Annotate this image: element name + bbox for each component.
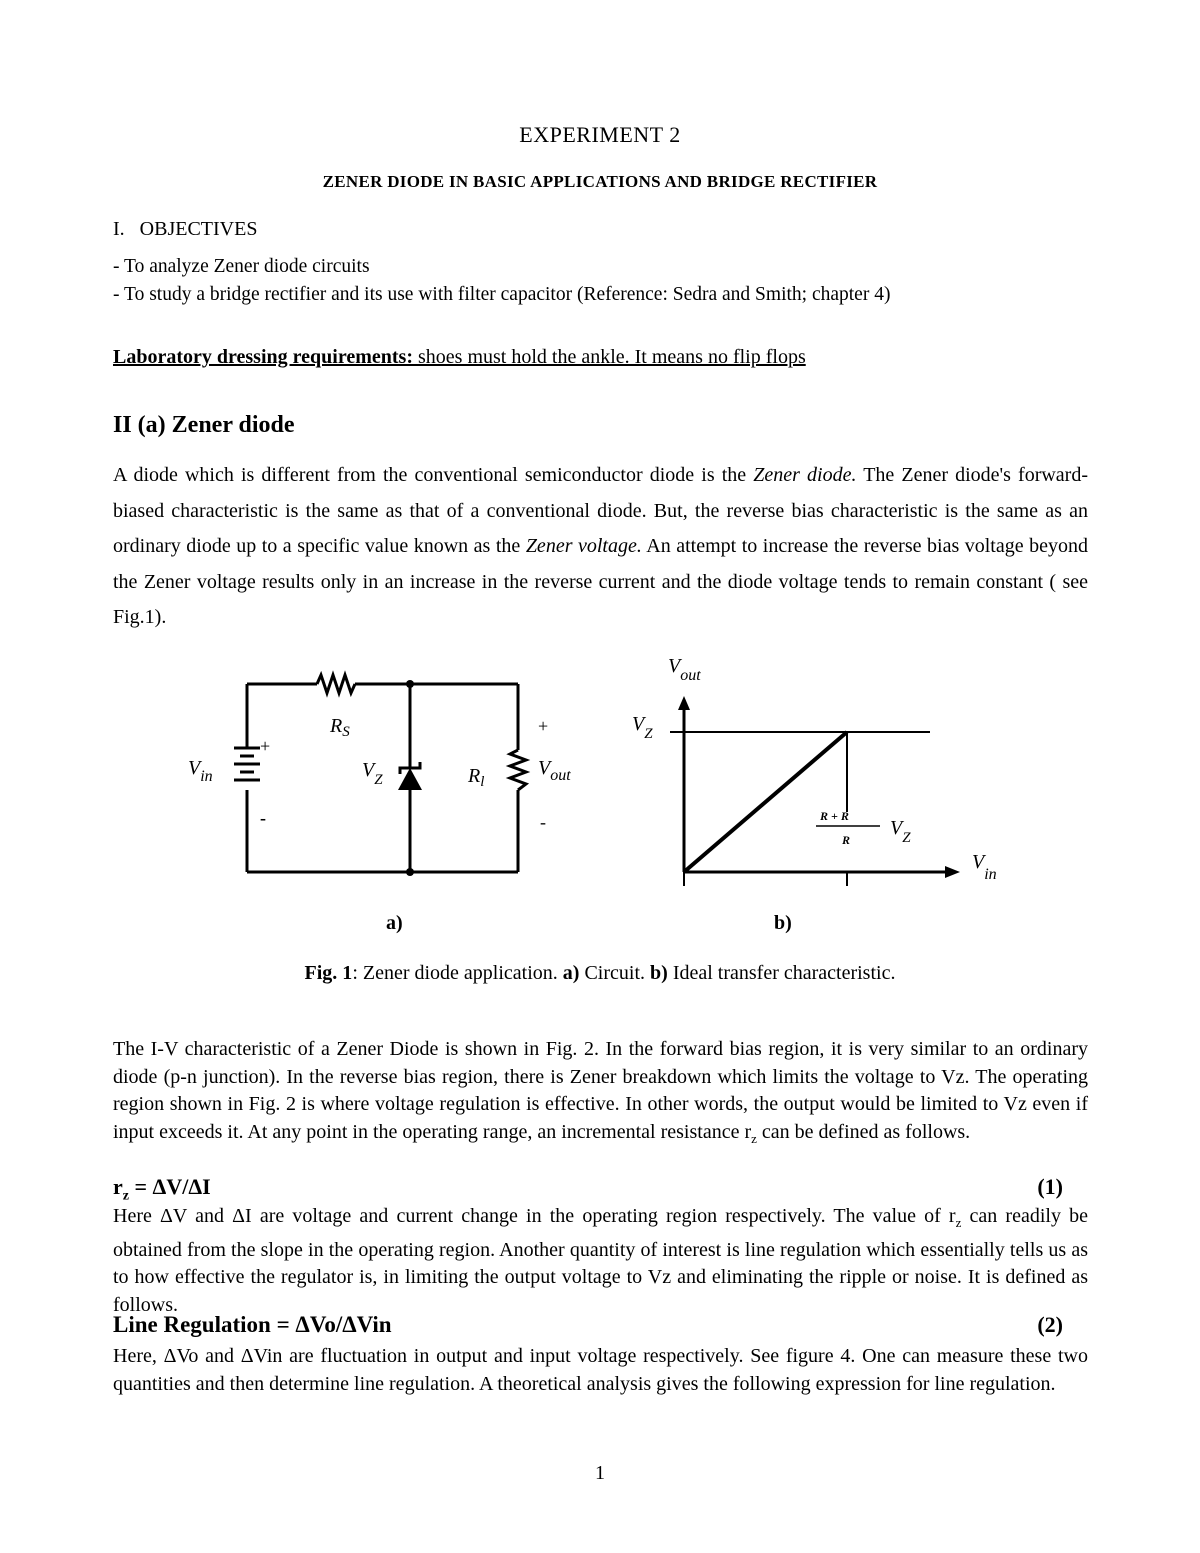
junction-top (406, 680, 414, 688)
objective-item-1: - To analyze Zener diode circuits (113, 256, 370, 277)
caption-a-label: a) (562, 962, 580, 984)
term-zener-diode: Zener diode. (753, 464, 857, 486)
experiment-subtitle: ZENER DIODE IN BASIC APPLICATIONS AND BRIDGE RECTIFIER (322, 172, 878, 191)
subscript: z (955, 1215, 962, 1230)
junction-bottom (406, 868, 414, 876)
caption-text: Ideal transfer characteristic. (667, 962, 896, 984)
figure-label-b: b) (774, 912, 792, 934)
para-text: can be defined as follows. (756, 1120, 971, 1143)
equation-number: (1) (1037, 1174, 1063, 1199)
line-regulation-paragraph: Here, ΔVo and ΔVin are fluctuation in output and input voltage respectively. See figure 4. One can measure these two quantities and then determine line regulation. A theoretical analysis gives the following expression for line regulation. (113, 1345, 1088, 1395)
para-text: Here ΔV and ΔI are voltage and current change in the operating region respectively. The value of r (113, 1205, 956, 1227)
fraction-denominator: R (842, 833, 851, 847)
graph-label-vout: $V_{out}$ (668, 655, 701, 684)
caption-fig: Fig. 1 (304, 962, 353, 984)
section-heading-zener: II (a) Zener diode (113, 412, 295, 438)
label-vz: $V_Z$ (362, 759, 383, 788)
page-number: 1 (595, 1462, 605, 1484)
caption-text: : Zener diode application. (352, 962, 563, 984)
experiment-title: EXPERIMENT 2 (519, 122, 681, 147)
transfer-graph (670, 710, 945, 886)
figure-label-a: a) (386, 912, 403, 934)
eq-rhs: = ΔV/ΔI (128, 1174, 211, 1199)
para-text: The I-V characteristic of a Zener Diode is shown in Fig. 2. In the forward bias region, it is very similar to an ordinary diode (p-n junction). In the reverse bias region, there is Zener breakdown which limits the voltage to Vz. The operating region shown in Fig. 2 is where voltage regulation is effective. In other words, the output would be limited to Vz even if input exceeds it. At any point in the operating range, an incremental resistance r (113, 1038, 1088, 1143)
equation-number: (2) (1037, 1312, 1063, 1337)
fraction-vz: $V_Z$ (890, 817, 911, 846)
figure-1 (180, 648, 1030, 893)
objectives-heading: I. OBJECTIVES (113, 218, 258, 240)
graph-label-vz: $V_Z$ (632, 713, 653, 742)
transfer-ramp (684, 732, 847, 872)
battery-minus: - (260, 808, 266, 828)
dressing-requirements (113, 346, 806, 369)
incremental-resistance-paragraph (113, 1203, 1088, 1319)
eq-line-regulation: Line Regulation = ΔVo/ΔVin (113, 1312, 392, 1337)
resistor-rl (510, 750, 526, 790)
dressing-text: shoes must hold the ankle. It means no flip flops (413, 346, 806, 368)
dressing-label: Laboratory dressing requirements: (113, 346, 413, 368)
term-zener-voltage: Zener voltage. (525, 535, 642, 557)
label-vout: $V_{out}$ (538, 757, 571, 784)
label-rs: $R_S$ (330, 715, 350, 740)
objective-item-2: - To study a bridge rectifier and its use with filter capacitor (Reference: Sedra and Smith; chapter 4) (113, 284, 891, 305)
x-axis-arrow-icon (945, 866, 960, 878)
vout-plus: + (538, 716, 549, 736)
para-text: can readily be obtained from the slope in the operating region. Another quantity of interest is line regulation which essentially tells us as to how effective the regulator is, in limiting the output voltage to Vz and eliminating the ripple or noise. It is defined as follows. (113, 1205, 1088, 1316)
eq-subscript: z (122, 1188, 129, 1204)
zener-intro-paragraph (113, 458, 1088, 636)
figure-caption (0, 962, 1200, 985)
battery-plus: + (260, 736, 271, 756)
fraction-numerator: R + R (820, 809, 849, 823)
equation-1 (113, 1174, 1063, 1204)
caption-b-label: b) (650, 962, 668, 984)
resistor-rs (317, 675, 355, 693)
caption-text: Circuit. (579, 962, 651, 984)
iv-characteristic-paragraph (113, 1036, 1088, 1152)
para-text: An attempt to increase the reverse bias voltage beyond the Zener voltage results only in an increase in the reverse current and the diode voltage tends to remain constant ( see Fig.1). (113, 535, 1089, 628)
y-axis-arrow-icon (678, 696, 690, 710)
eq-lhs: r (113, 1174, 123, 1199)
para-text: A diode which is different from the conventional semiconductor diode is the (113, 464, 754, 486)
equation-2 (113, 1312, 1063, 1338)
para-text: The Zener diode's forward-biased characteristic is the same as that of a conventional diode. But, the reverse bias characteristic is the same as an ordinary diode up to a specific value known as the (113, 464, 1088, 557)
label-rl: $R_l$ (468, 765, 485, 790)
label-vin: $V_{in}$ (188, 757, 213, 785)
graph-label-vin: $V_{in}$ (972, 851, 997, 883)
vout-minus: - (540, 812, 546, 832)
subscript: z (751, 1130, 757, 1146)
zener-diode-icon (398, 768, 422, 790)
